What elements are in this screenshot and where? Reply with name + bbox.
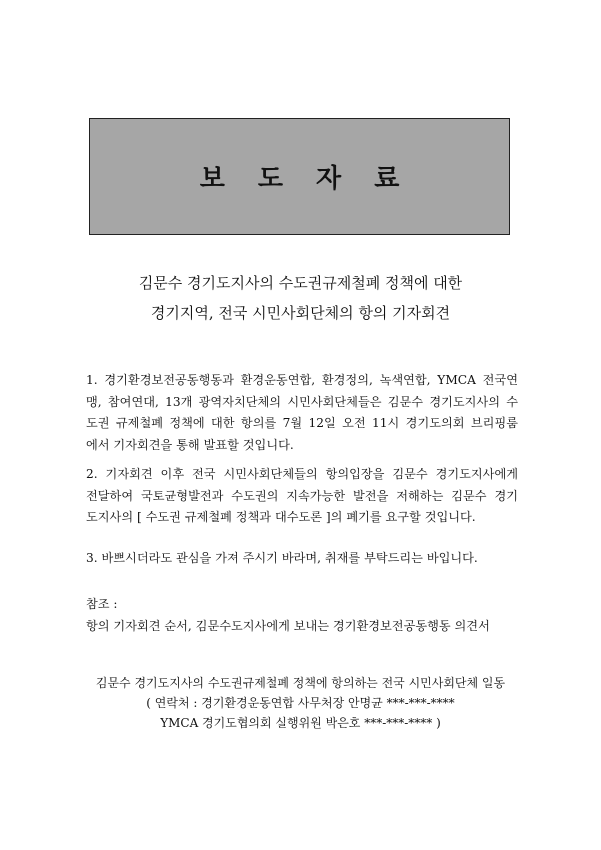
reference-label: 참조 :: [86, 597, 118, 611]
subtitle-line-1: 김문수 경기도지사의 수도권규제철폐 정책에 대한: [138, 274, 463, 292]
subtitle-line-2: 경기지역, 전국 시민사회단체의 항의 기자회견: [150, 304, 451, 322]
paragraph-3-line-1: 3. 바쁘시더라도 관심을 가져 주시기 바라며, 취재를 부탁드리는 바입니다.: [86, 551, 478, 565]
footer-contact-line-1: ( 연락처 : 경기환경운동연합 사무처장 안명균 ***-***-****: [146, 696, 455, 710]
reference-text: 항의 기자회견 순서, 김문수도지사에게 보내는 경기환경보전공동행동 의견서: [86, 619, 490, 633]
paragraph-1-line-1: 1. 경기환경보전공동행동과 환경운동연합, 환경정의, 녹색연합, YMCA 전국연: [86, 373, 518, 387]
paragraph-1-line-2: 맹, 참여연대, 13개 광역자치단체의 시민사회단체들은 김문수 경기도지사의 수: [86, 394, 518, 409]
footer-contact-line-2: YMCA 경기도협의회 실행위원 박은호 ***-***-**** ): [160, 716, 441, 730]
page-title: 보 도 자 료: [199, 164, 412, 194]
signature-block: [40, 673, 561, 733]
paragraph-2-line-3: 도지사의 [ 수도권 규제철폐 정책과 대수도론 ]의 폐기를 요구할 것입니다.: [86, 510, 476, 524]
paragraph-2: [86, 464, 518, 529]
paragraph-2-line-2: 전달하여 국토균형발전과 수도권의 지속가능한 발전을 저해하는 김문수 경기: [86, 488, 518, 503]
paragraph-1-line-3: 도권 규제철폐 정책에 대한 항의를 7월 12일 오전 11시 경기도의회 브리핑룸: [86, 416, 518, 430]
footer-line-1: 김문수 경기도지사의 수도권규제철폐 정책에 항의하는 전국 시민사회단체 일동: [95, 676, 506, 690]
paragraph-1-line-4: 에서 기자회견을 통해 발표할 것입니다.: [86, 437, 294, 452]
paragraph-2-line-1: 2. 기자회견 이후 전국 시민사회단체들의 항의입장을 김문수 경기도지사에게: [86, 467, 518, 481]
paragraph-3: [86, 548, 518, 570]
reference-section: [86, 593, 490, 637]
paragraph-1: [86, 370, 518, 456]
document-subtitle: [40, 268, 561, 328]
press-release-banner: [89, 118, 510, 235]
